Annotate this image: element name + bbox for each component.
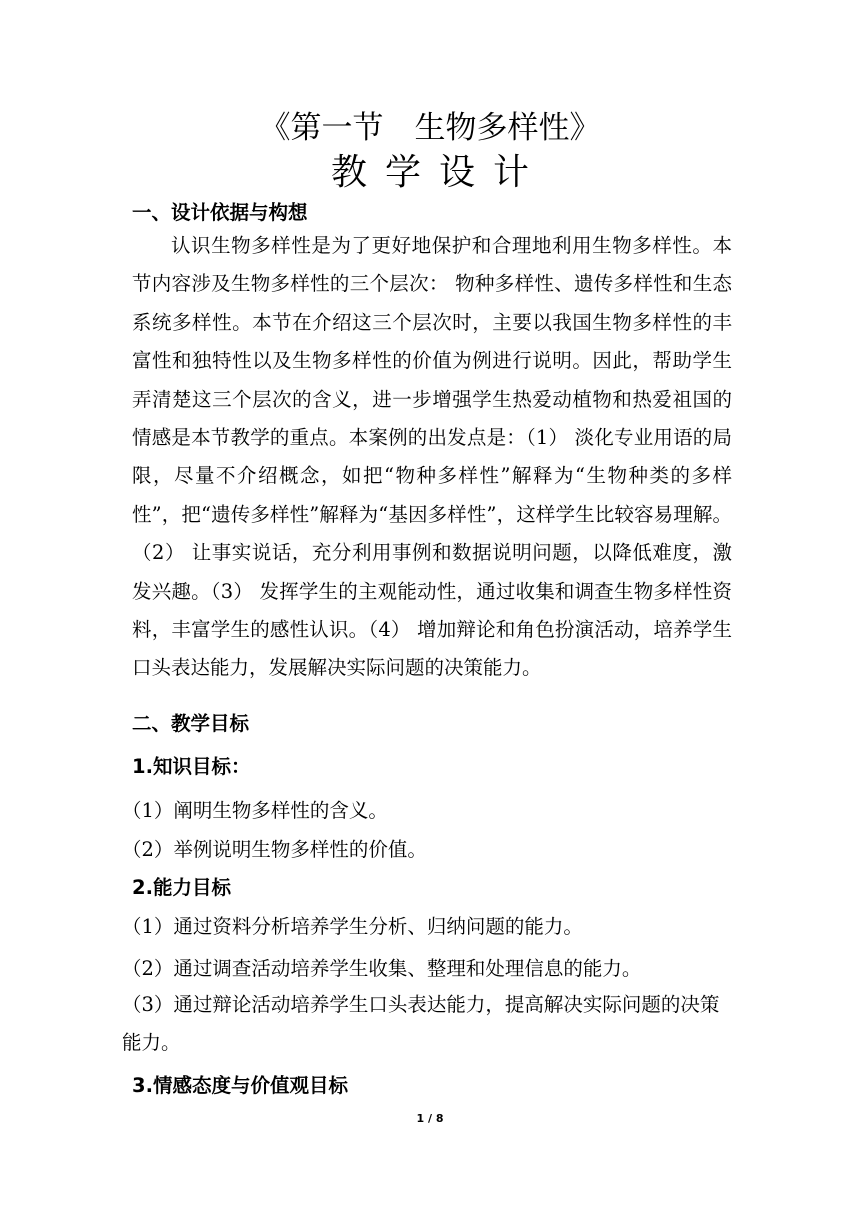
page-number: 1 / 8 [416, 1112, 444, 1125]
section-heading-design-basis: 一、设计依据与构想 [132, 201, 308, 224]
paragraph-text: 认识生物多样性是为了更好地保护和合理地利用生物多样性。本节内容涉及生物多样性的三个层次： 物种多样性、遗传多样性和生态系统多样性。本节在介绍这三个层次时，主要以我国生物多样性的丰富性和独特性以及生物多样性的价值为例进行说明。因此，帮助学生弄清楚这三个层次的含义，进一步增强学生热爱动植物和热爱祖国的情感是本节教学的重点。本案例的出发点是：（1） 淡化专业用语的局限，尽量不介绍概念，如把“物种多样性”解释为“生物种类的多样性”，把“遗传多样性”解释为“基因多样性”，这样学生比较容易理解。（2） 让事实说话，充分利用事例和数据说明问题，以降低难度，激发兴趣。（3） 发挥学生的主观能动性，通过收集和调查生物多样性资料，丰富学生的感性认识。（4） 增加辩论和角色扮演活动，培养学生口头表达能力，发展解决实际问题的决策能力。 [132, 234, 732, 680]
knowledge-objectives-heading: 1.知识目标： [132, 755, 251, 778]
section-heading-objectives: 二、教学目标 [132, 712, 250, 735]
ability-item-1: （1）通过资料分析培养学生分析、归纳问题的能力。 [122, 915, 583, 938]
knowledge-item-2: （2）举例说明生物多样性的价值。 [122, 838, 427, 861]
ability-objectives-heading: 2.能力目标 [132, 876, 231, 899]
ability-item-3: （3）通过辩论活动培养学生口头表达能力，提高解决实际问题的决策能力。 [122, 993, 720, 1055]
knowledge-item-1: （1）阐明生物多样性的含义。 [122, 799, 388, 822]
document-subtitle: 教学设计 [330, 152, 547, 193]
document-title: 《第一节 生物多样性》 [259, 110, 601, 146]
design-basis-paragraph [132, 227, 732, 688]
ability-item-2: （2）通过调查活动培养学生收集、整理和处理信息的能力。 [122, 957, 642, 980]
emotion-objectives-heading: 3.情感态度与价值观目标 [132, 1074, 348, 1097]
